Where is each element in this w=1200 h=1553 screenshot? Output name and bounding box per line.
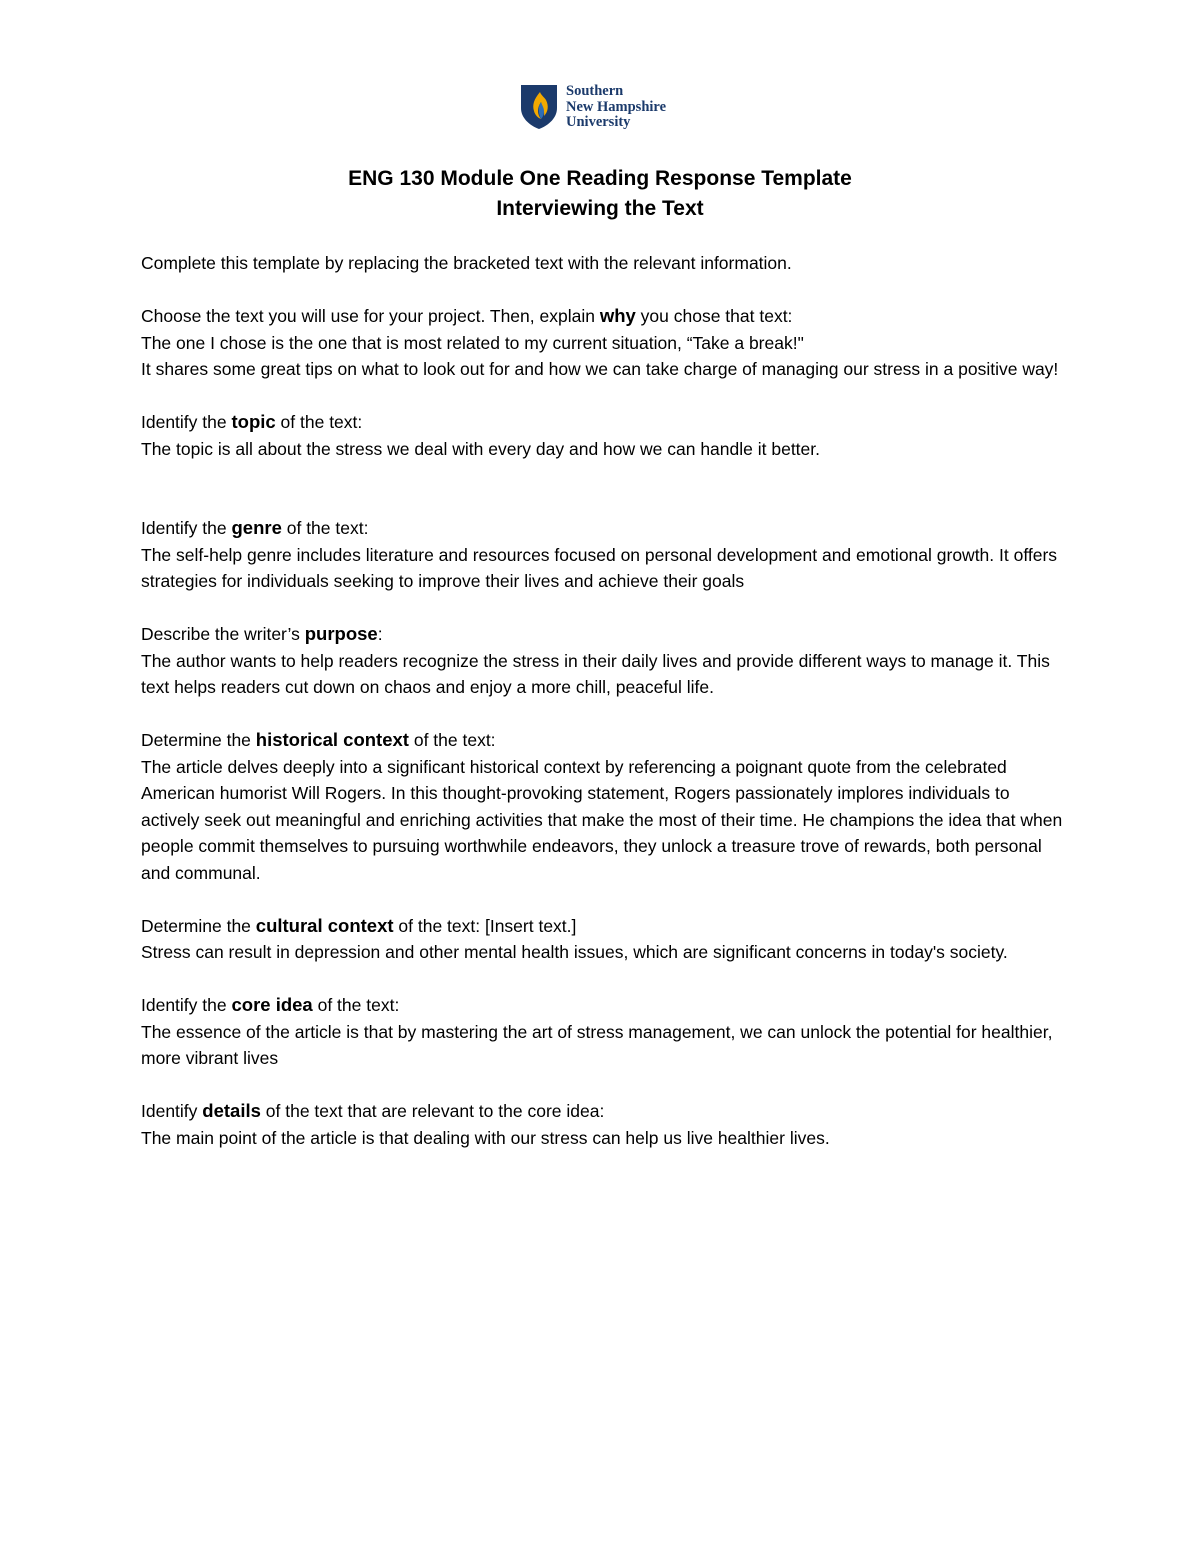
core-prompt-before: Identify the (141, 995, 232, 1015)
details-answer: The main point of the article is that dealing with our stress can help us live healthier lives. (141, 1127, 830, 1148)
section-genre (141, 515, 1071, 595)
details-keyword: details (202, 1100, 261, 1121)
why-prompt-before: Choose the text you will use for your project. Then, explain (141, 306, 600, 326)
purpose-prompt-after: : (377, 624, 383, 644)
why-prompt-after: you chose that text: (635, 306, 793, 326)
intro-text: Complete this template by replacing the bracketed text with the relevant information. (141, 253, 792, 273)
topic-prompt-before: Identify the (141, 412, 232, 432)
why-answer-line-2: It shares some great tips on what to look out for and how we can take charge of managing our stress in a positive way! (141, 359, 1059, 379)
logo-line-new-hampshire: New Hampshire (566, 98, 667, 115)
purpose-keyword: purpose (304, 623, 378, 644)
section-core-idea (141, 992, 1071, 1072)
document-body (141, 250, 1071, 1178)
topic-keyword: topic (231, 411, 276, 432)
details-prompt (141, 1098, 1071, 1125)
cultural-prompt-before: Determine the (141, 915, 256, 936)
section-why (141, 303, 1071, 383)
cultural-prompt (141, 913, 1071, 940)
cultural-prompt-after: of the text: [Insert text.] (393, 915, 577, 936)
cultural-keyword: cultural context (255, 914, 394, 936)
logo-wordmark (566, 84, 666, 131)
section-purpose (141, 621, 1071, 701)
historical-keyword: historical context (255, 729, 409, 750)
why-keyword: why (599, 305, 636, 326)
section-cultural-context (141, 913, 1071, 966)
purpose-prompt-before: Describe the writer’s (141, 624, 305, 644)
genre-prompt (141, 515, 1071, 542)
historical-prompt-before: Determine the (141, 730, 256, 750)
title-line-1: ENG 130 Module One Reading Response Template (348, 167, 852, 190)
snhu-logo (520, 84, 666, 131)
core-keyword: core idea (231, 994, 313, 1015)
why-prompt (141, 303, 1071, 330)
why-answer-line-1: The one I chose is the one that is most related to my current situation, “Take a break!" (141, 332, 804, 353)
cultural-answer: Stress can result in depression and other mental health issues, which are significant concerns in today's society. (141, 942, 1008, 962)
topic-answer: The topic is all about the stress we deal with every day and how we can handle it better. (141, 438, 820, 459)
topic-prompt (141, 409, 1071, 436)
section-topic (141, 409, 1071, 462)
snhu-shield-icon (520, 84, 558, 130)
document-title (0, 164, 1200, 224)
topic-prompt-after: of the text: (275, 412, 363, 432)
core-answer: The essence of the article is that by mastering the art of stress management, we can unlock the potential for healthier, more vibrant lives (141, 1021, 1053, 1068)
historical-prompt (141, 727, 1071, 754)
logo-line-university: University (566, 114, 631, 130)
title-line-2: Interviewing the Text (496, 197, 704, 220)
historical-prompt-after: of the text: (408, 730, 496, 750)
historical-answer: The article delves deeply into a significant historical context by referencing a poignant quote from the celebrated American humorist Will Rogers. In this thought-provoking statement, Rogers passionately implores individuals to actively seek out meaningful and enriching activities that make the most of their time. He champions the idea that when people commit themselves to pursuing worthwhile endeavors, they unlock a treasure trove of rewards, both personal and communal. (141, 756, 1063, 883)
genre-keyword: genre (231, 517, 282, 538)
section-historical-context (141, 727, 1071, 886)
details-prompt-after: of the text that are relevant to the core idea: (260, 1101, 605, 1121)
details-prompt-before: Identify (141, 1101, 203, 1121)
intro-paragraph (141, 250, 1071, 277)
core-prompt (141, 992, 1071, 1019)
purpose-prompt (141, 621, 1071, 648)
logo-line-southern: Southern (566, 83, 624, 99)
core-prompt-after: of the text: (312, 995, 400, 1015)
genre-answer: The self-help genre includes literature and resources focused on personal development and emotional growth. It offers strategies for individuals seeking to improve their lives and achieve their goals (141, 544, 1058, 591)
section-details (141, 1098, 1071, 1151)
genre-prompt-before: Identify the (141, 518, 232, 538)
genre-prompt-after: of the text: (281, 518, 369, 538)
purpose-answer: The author wants to help readers recognize the stress in their daily lives and provide different ways to manage it. This text helps readers cut down on chaos and enjoy a more chill, peaceful life. (141, 650, 1050, 697)
